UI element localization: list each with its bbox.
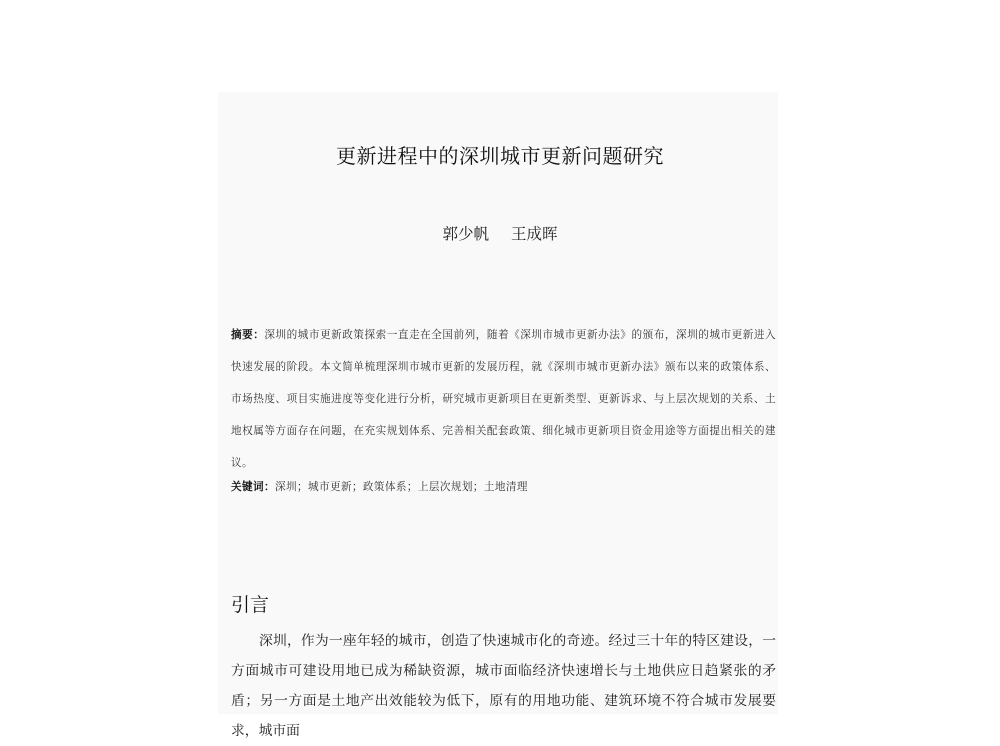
keywords-text: 深圳；城市更新；政策体系；上层次规划；土地清理 — [274, 481, 528, 493]
keywords-paragraph — [231, 477, 776, 497]
abstract-label: 摘要： — [231, 329, 265, 341]
paper-title: 更新进程中的深圳城市更新问题研究 — [336, 144, 664, 168]
keywords-label: 关键词： — [231, 481, 275, 493]
introduction-paragraph: 深圳，作为一座年轻的城市，创造了快速城市化的奇迹。经过三十年的特区建设，一方面城市可建设用地已成为稀缺资源，城市面临经济快速增长与土地供应日趋紧张的矛盾；另一方面是土地产出效能较为低下，原有的用地功能、建筑环境不符合城市发展要求，城市面 — [231, 633, 776, 739]
abstract-paragraph — [231, 319, 776, 479]
author-name: 郭少帆 — [442, 225, 489, 243]
abstract-text: 深圳的城市更新政策探索一直走在全国前列，随着《深圳市城市更新办法》的颁布，深圳的城市更新进入快速发展的阶段。本文简单梳理深圳市城市更新的发展历程，就《深圳市城市更新办法》颁布以来的政策体系、市场热度、项目实施进度等变化进行分析，研究城市更新项目在更新类型、更新诉求、与上层次规划的关系、土地权属等方面存在问题，在充实规划体系、完善相关配套政策、细化城市更新项目资金用途等方面提出相关的建议。 — [231, 329, 776, 469]
author-list — [230, 222, 770, 244]
section-heading-introduction: 引言 — [231, 594, 270, 616]
author-name: 王成晖 — [511, 225, 558, 243]
